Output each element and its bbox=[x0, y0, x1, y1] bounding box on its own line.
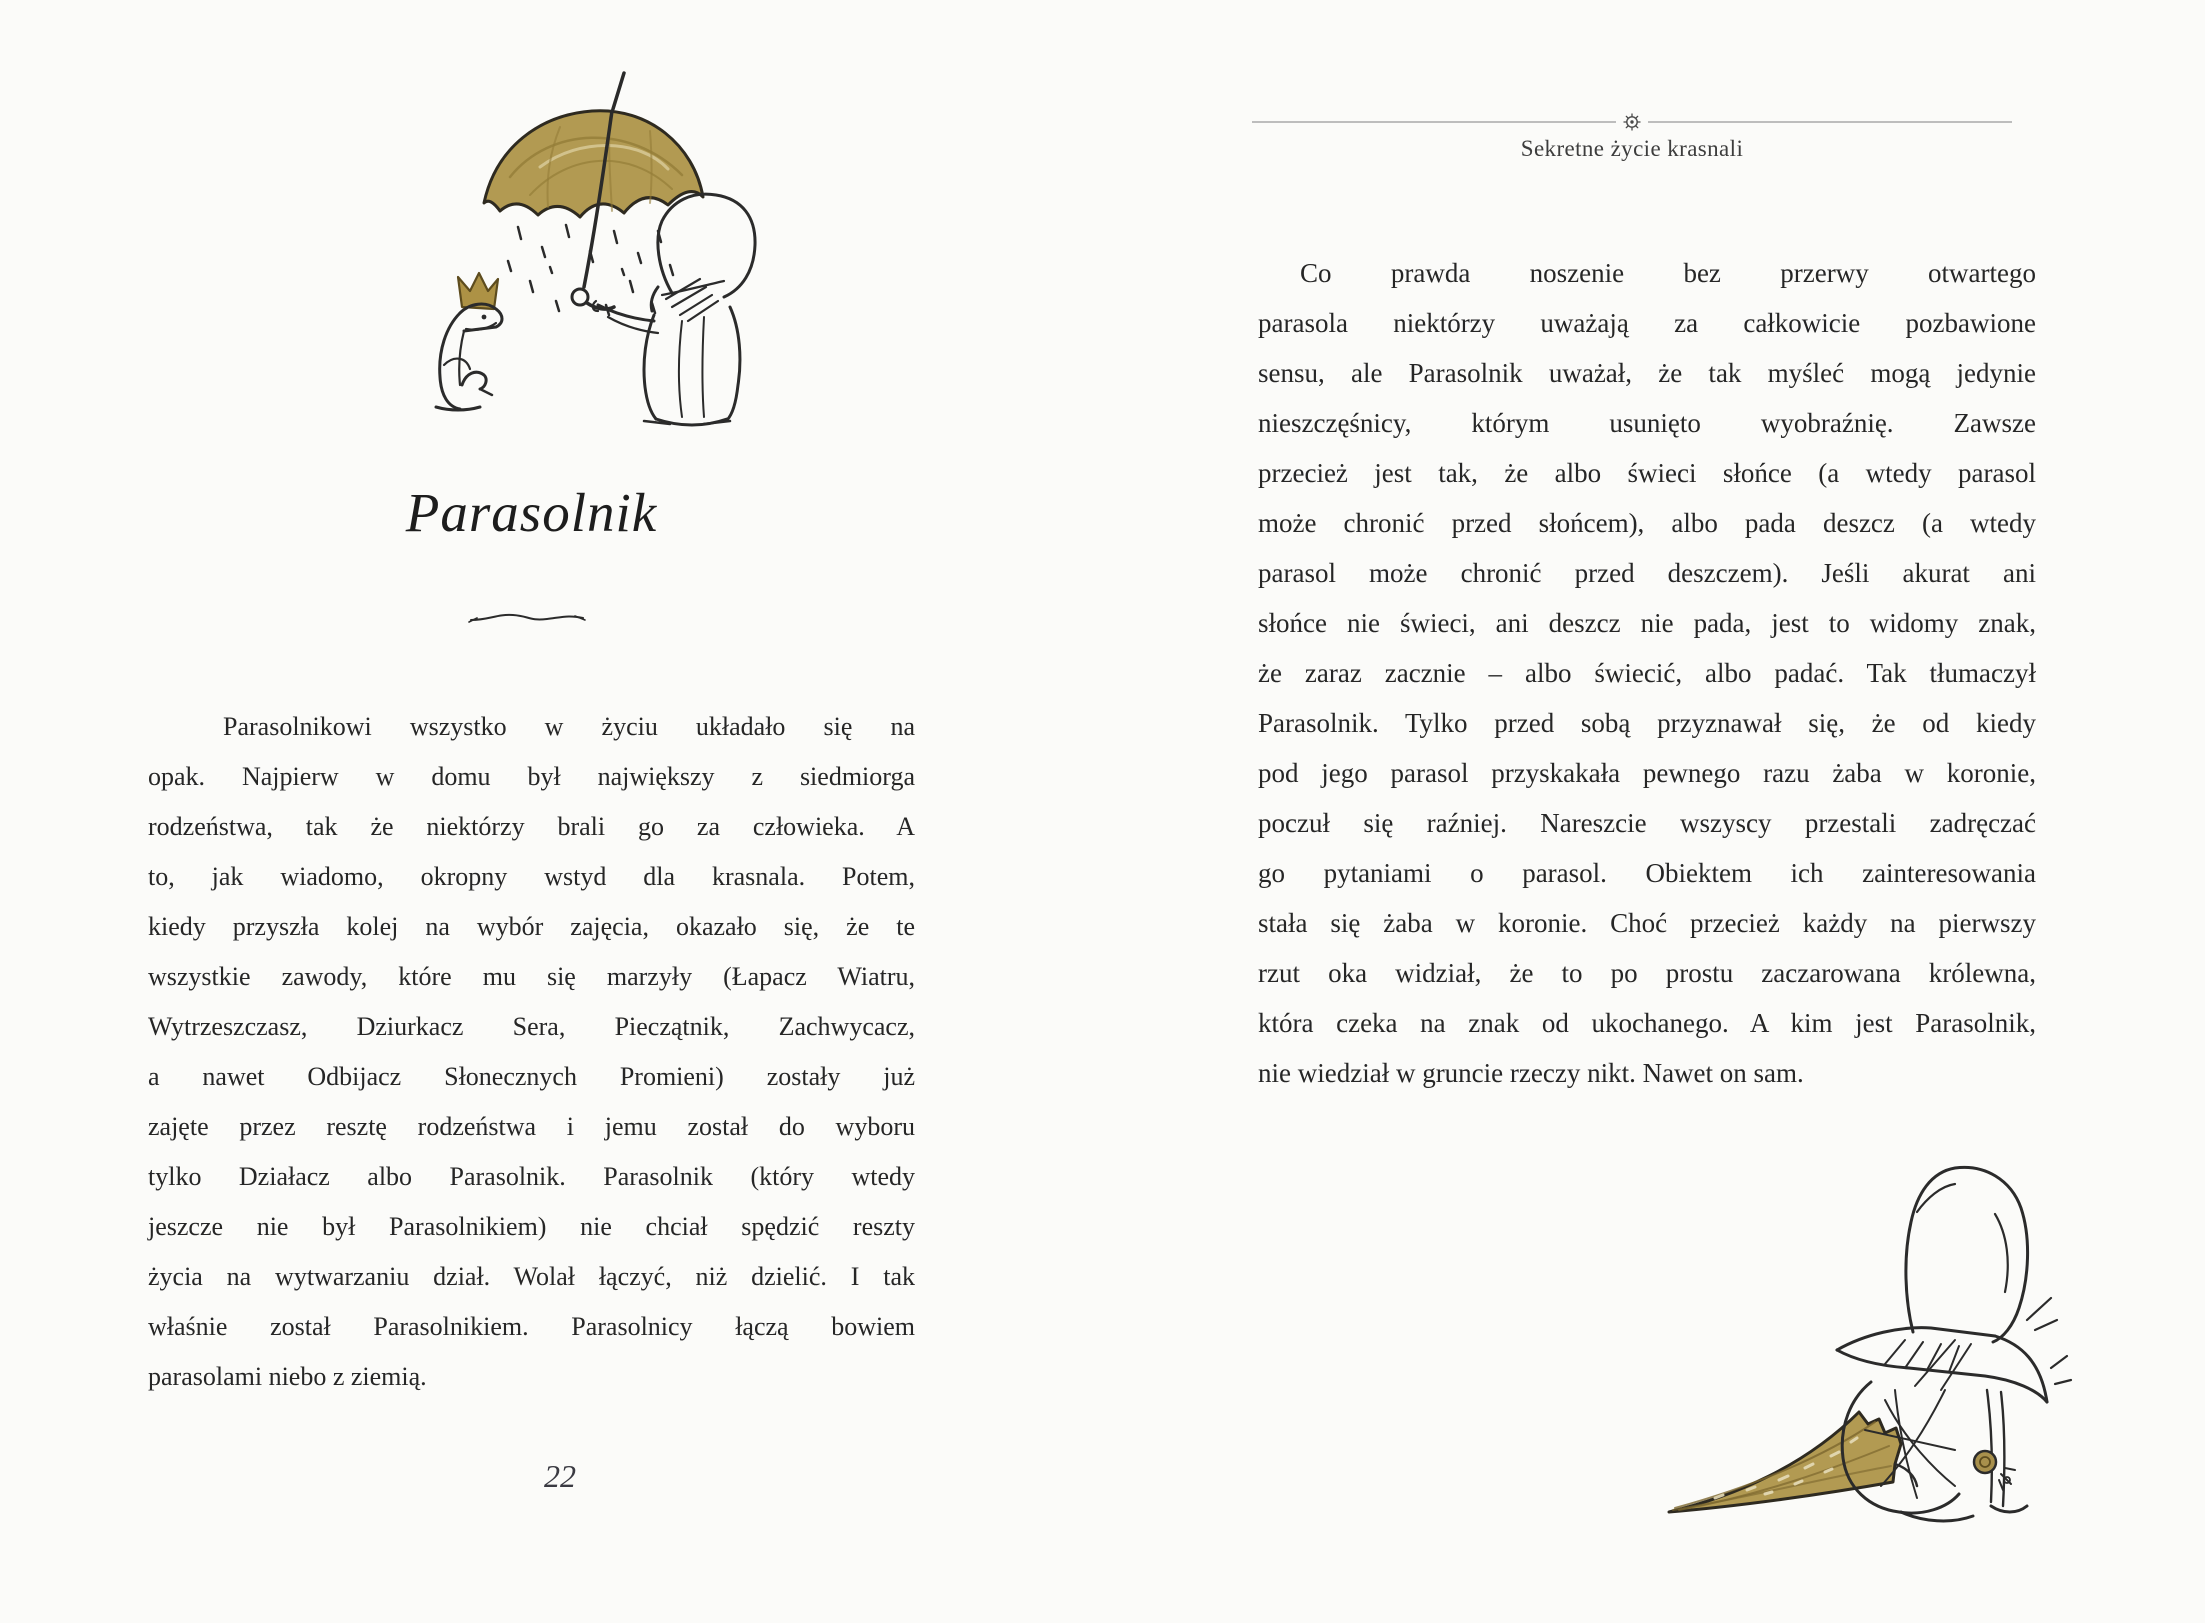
closed-umbrella-gnome-illustration bbox=[1655, 1150, 2075, 1530]
text-line: Wytrzeszczasz, Dziurkacz Sera, Pieczątnik, Zachwycacz, bbox=[148, 1012, 915, 1041]
text-line: parasolami niebo z ziemią. bbox=[148, 1362, 427, 1391]
text-line: stała się żaba w koronie. Choć przecież każdy na pierwszy bbox=[1258, 908, 2036, 938]
text-line: kiedy przyszła kolej na wybór zajęcia, okazało się, że te bbox=[148, 912, 915, 941]
text-line: to, jak wiadomo, okropny wstyd dla krasnala. Potem, bbox=[148, 862, 915, 891]
chapter-divider-squiggle bbox=[467, 610, 587, 626]
text-line: przecież jest tak, że albo świeci słońce (a wtedy parasol bbox=[1258, 458, 2036, 488]
text-line: opak. Najpierw w domu był największy z siedmiorga bbox=[148, 762, 915, 791]
text-line: wszystkie zawody, które mu się marzyły (Łapacz Wiatru, bbox=[148, 962, 915, 991]
text-line: parasola niektórzy uważają za całkowicie pozbawione bbox=[1258, 308, 2036, 338]
text-line: słońce nie świeci, ani deszcz nie pada, jest to widomy znak, bbox=[1258, 608, 2036, 638]
umbrella-canopy bbox=[484, 111, 703, 217]
text-line: rodzeństwa, tak że niektórzy brali go za człowieka. A bbox=[148, 812, 915, 841]
rule-left-segment bbox=[1252, 121, 1616, 123]
text-line: parasol może chronić przed deszczem). Jeśli akurat ani bbox=[1258, 558, 2036, 588]
text-line: jeszcze nie był Parasolnikiem) nie chciał spędzić reszty bbox=[148, 1212, 915, 1241]
text-line: go pytaniami o parasol. Obiektem ich zainteresowania bbox=[1258, 858, 2036, 888]
text-line: może chronić przed słońcem), albo pada deszcz (a wtedy bbox=[1258, 508, 2036, 538]
text-line: która czeka na znak od ukochanego. A kim jest Parasolnik, bbox=[1258, 1008, 2036, 1038]
right-page bbox=[1102, 0, 2205, 1623]
text-line: nieszczęśnicy, którym usunięto wyobraźnię. Zawsze bbox=[1258, 408, 2036, 438]
umbrella-rain-illustration bbox=[400, 55, 780, 430]
text-line: życia na wytwarzaniu dział. Wolał łączyć, niż dzielić. I tak bbox=[148, 1262, 915, 1291]
text-line: nie wiedział w gruncie rzeczy nikt. Nawet on sam. bbox=[1258, 1058, 1804, 1088]
text-line: sensu, ale Parasolnik uważał, że tak myśleć mogą jedynie bbox=[1258, 358, 2036, 388]
closed-umbrella-cone bbox=[1669, 1412, 1917, 1512]
text-line: Parasolnikowi wszystko w życiu układało się na bbox=[223, 712, 915, 741]
bell-knob bbox=[1974, 1451, 2015, 1490]
running-head: Sekretne życie krasnali bbox=[1520, 136, 1744, 161]
left-page-paragraph bbox=[148, 702, 915, 1402]
text-line: rzut oka widział, że to po prostu zaczarowana królewna, bbox=[1258, 958, 2036, 988]
rosette-ornament-icon bbox=[1623, 113, 1641, 131]
text-line: zajęte przez resztę rodzeństwa i jemu został do wyboru bbox=[148, 1112, 915, 1141]
chapter-title: Parasolnik bbox=[405, 482, 658, 543]
left-page bbox=[0, 0, 1102, 1623]
running-head-rule bbox=[1252, 114, 2012, 130]
gnome-figure bbox=[593, 194, 755, 425]
text-line: właśnie został Parasolnikiem. Parasolnicy łączą bowiem bbox=[148, 1312, 915, 1341]
text-line: poczuł się raźniej. Nareszcie wszyscy przestali zadręczać bbox=[1258, 808, 2036, 838]
text-line: pod jego parasol przyskakała pewnego razu żaba w koronie, bbox=[1258, 758, 2036, 788]
text-line: Parasolnik. Tylko przed sobą przyznawał się, że od kiedy bbox=[1258, 708, 2036, 738]
page-number: 22 bbox=[544, 1458, 576, 1494]
text-line: a nawet Odbijacz Słonecznych Promieni) zostały już bbox=[148, 1062, 915, 1091]
text-line: tylko Działacz albo Parasolnik. Parasolnik (który wtedy bbox=[148, 1162, 915, 1191]
text-line: Co prawda noszenie bez przerwy otwartego bbox=[1300, 258, 2036, 288]
crowned-frog bbox=[436, 273, 502, 410]
right-page-paragraph bbox=[1258, 248, 2036, 1098]
text-line: że zaraz zacznie – albo świecić, albo padać. Tak tłumaczył bbox=[1258, 658, 2036, 688]
rule-right-segment bbox=[1648, 121, 2012, 123]
rain-strokes bbox=[508, 225, 673, 315]
